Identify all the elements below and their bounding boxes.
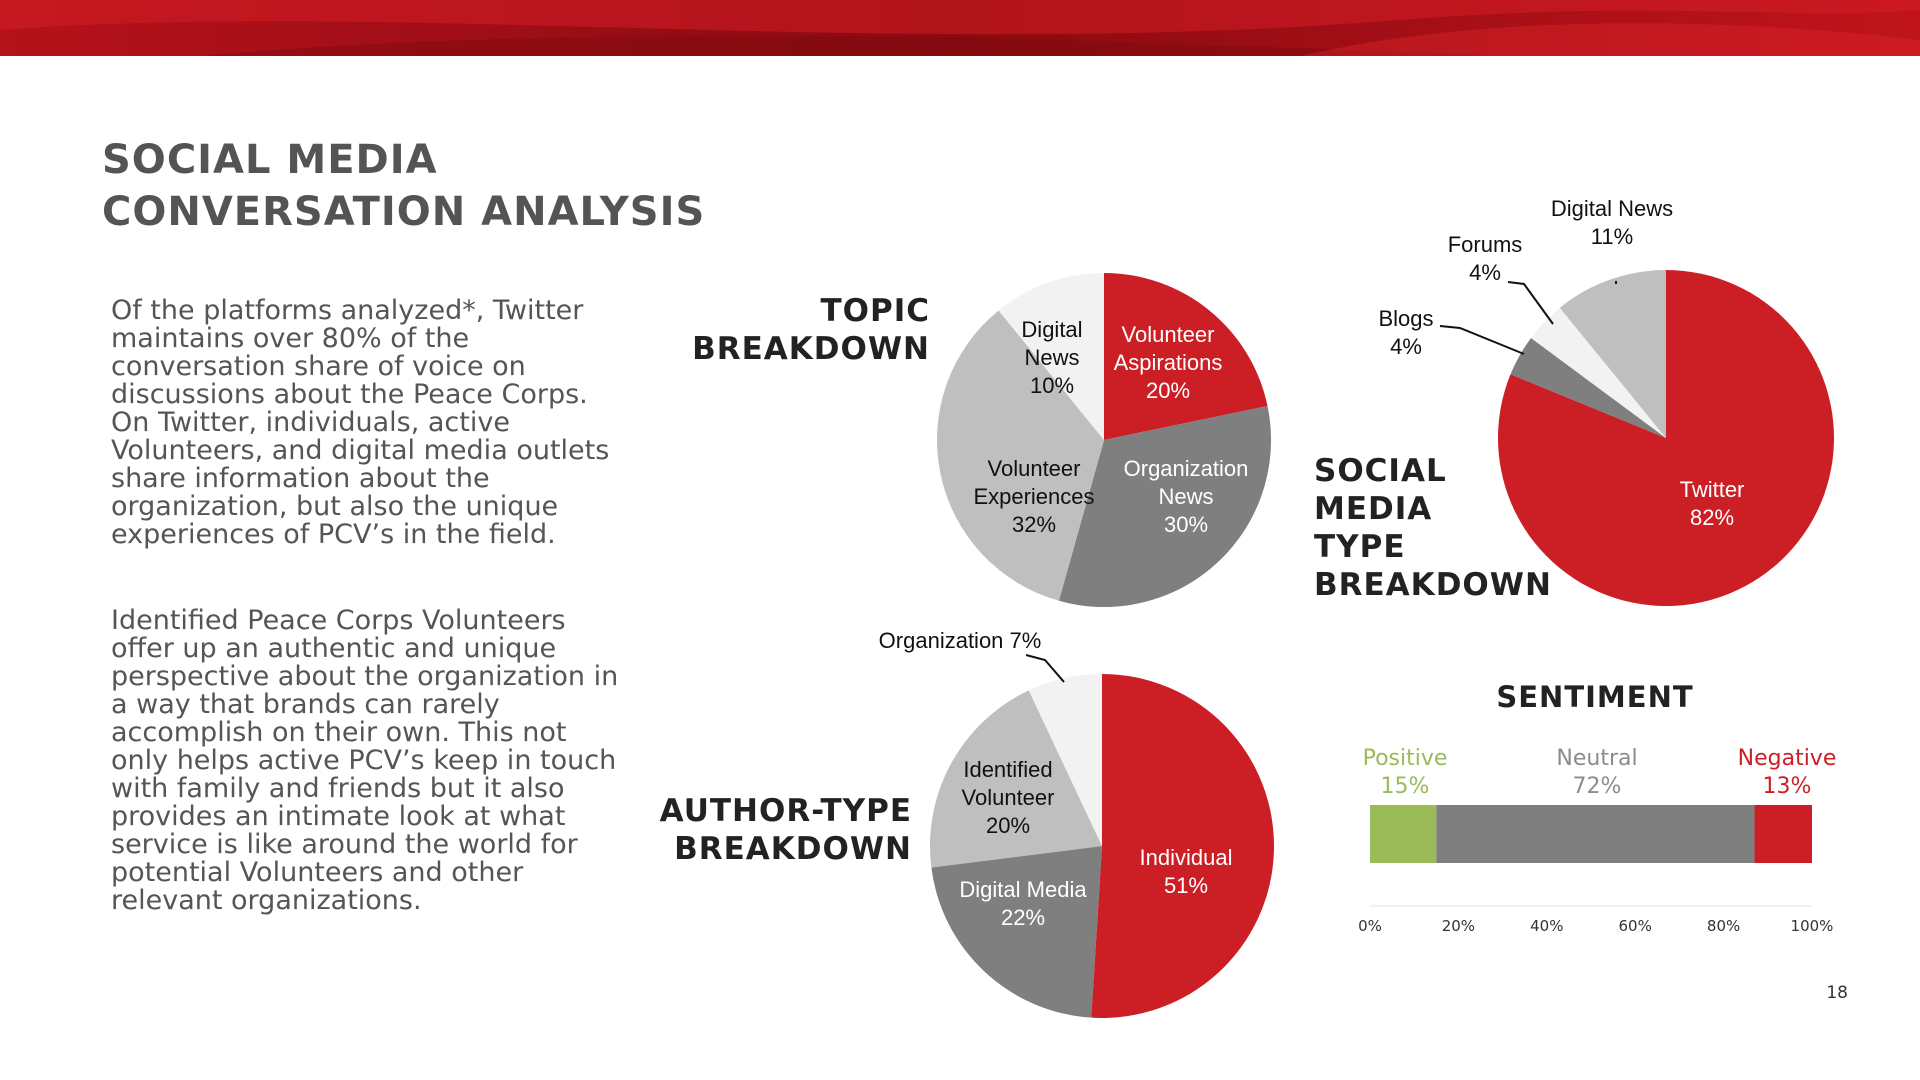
axis-tick: 40%	[1530, 917, 1564, 935]
leader-line	[1440, 326, 1524, 354]
page-title-line1: SOCIAL MEDIA	[102, 137, 438, 183]
sentiment-bar-negative	[1755, 805, 1812, 863]
slice-label: Forums 4%	[1447, 232, 1523, 285]
author-title-line2: BREAKDOWN	[674, 831, 912, 867]
smt-title-line3: TYPE	[1314, 529, 1406, 565]
sentiment-bar-chart	[1360, 790, 1840, 910]
axis-tick: 0%	[1358, 917, 1382, 935]
axis-tick: 60%	[1618, 917, 1652, 935]
body-paragraph-1: Of the platforms analyzed*, Twitter maintains over 80% of the conversation share of voice on discussions about the Peace Corps. On Twitter, individuals, active Volunteers, and digital media outlets share information about the organization, but also the unique experiences of PCV’s in the field.	[111, 295, 610, 550]
slice-label: Identified Volunteer 20%	[961, 757, 1055, 838]
page-title-line2: CONVERSATION ANALYSIS	[102, 189, 706, 235]
axis-tick: 80%	[1706, 917, 1741, 935]
smt-title-line1: SOCIAL	[1314, 453, 1447, 489]
positive-name: Positive	[1362, 746, 1448, 771]
pie-slice	[931, 846, 1102, 1018]
social-media-type-pie-chart	[1360, 186, 1860, 636]
topic-title-line2: BREAKDOWN	[692, 331, 930, 367]
page-title	[102, 134, 705, 238]
topic-title-line1: TOPIC	[820, 293, 930, 329]
neutral-pct: 72%	[1572, 774, 1622, 799]
topic-pie-chart	[930, 268, 1280, 618]
topic-breakdown-title	[640, 292, 930, 368]
author-type-pie-chart	[840, 620, 1290, 1020]
positive-pct: 15%	[1380, 774, 1430, 799]
axis-tick: 100%	[1790, 917, 1834, 935]
page-number: 18	[1826, 983, 1848, 1003]
slice-label: Digital Media 22%	[959, 877, 1087, 930]
neutral-name: Neutral	[1556, 746, 1638, 771]
sentiment-bar-positive	[1370, 805, 1436, 863]
slice-label: Digital News 11%	[1550, 196, 1674, 249]
body-paragraph-2: Identified Peace Corps Volunteers offer up an authentic and unique perspective about the organization in a way that brands can rarely accomplish on their own. This not only helps active PCV’s keep in touch with family and friends but it also provides an intimate look at what service is like around the world for potential Volunteers and other relevant organizations.	[111, 605, 619, 916]
leader-line	[1026, 655, 1064, 682]
smt-title-line2: MEDIA	[1314, 491, 1433, 527]
smt-title-line4: BREAKDOWN	[1314, 567, 1552, 603]
sentiment-bar-neutral	[1436, 805, 1754, 863]
leader-line	[1508, 282, 1553, 324]
negative-pct: 13%	[1762, 774, 1812, 799]
slice-label: Twitter 82%	[1679, 477, 1745, 530]
slice-label: Digital News 10%	[1021, 317, 1083, 398]
slice-label: Organization 7%	[878, 628, 1042, 653]
slice-label: Volunteer Experiences 32%	[973, 456, 1095, 537]
slice-label: Organization News 30%	[1123, 456, 1249, 537]
slice-label: Blogs 4%	[1378, 306, 1434, 359]
negative-name: Negative	[1737, 746, 1837, 771]
sentiment-title: SENTIMENT	[1496, 680, 1694, 714]
slice-label: Volunteer Aspirations 20%	[1113, 322, 1223, 403]
author-title-line1: AUTHOR-TYPE	[659, 793, 912, 829]
axis-tick: 20%	[1441, 917, 1476, 935]
header-banner	[0, 0, 1920, 56]
slice-label: Individual 51%	[1139, 845, 1233, 898]
